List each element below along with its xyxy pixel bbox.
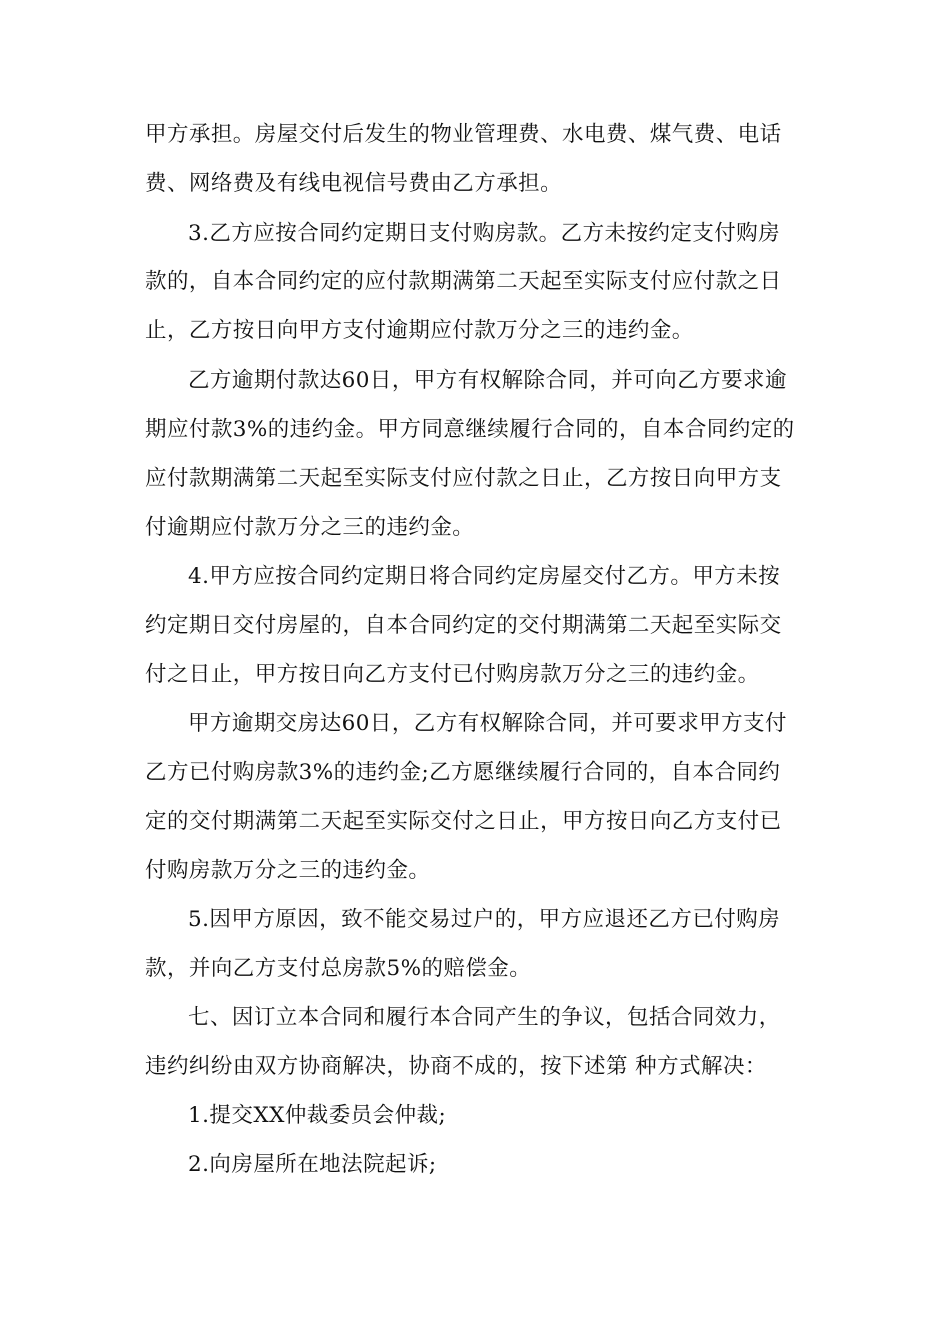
text-line: 费、网络费及有线电视信号费由乙方承担。 bbox=[145, 171, 563, 196]
text-line: 5.因甲方原因，致不能交易过户的，甲方应退还乙方已付购房 bbox=[188, 907, 781, 932]
text-line: 付购房款万分之三的违约金。 bbox=[145, 858, 431, 883]
text-line: 付逾期应付款万分之三的违约金。 bbox=[145, 515, 475, 540]
text-line: 4.甲方应按合同约定期日将合同约定房屋交付乙方。甲方未按 bbox=[188, 564, 781, 589]
text-line: 止，乙方按日向甲方支付逾期应付款万分之三的违约金。 bbox=[145, 318, 694, 343]
text-line: 违约纠纷由双方协商解决，协商不成的，按下述第 种方式解决： bbox=[145, 1054, 767, 1079]
text-line: 付之日止，甲方按日向乙方支付已付购房款万分之三的违约金。 bbox=[145, 662, 760, 687]
text-line: 甲方承担。房屋交付后发生的物业管理费、水电费、煤气费、电话 bbox=[145, 122, 782, 147]
text-line: 3.乙方应按合同约定期日支付购房款。乙方未按约定支付购房 bbox=[188, 221, 781, 246]
text-line: 约定期日交付房屋的，自本合同约定的交付期满第二天起至实际交 bbox=[145, 613, 782, 638]
text-line: 期应付款3%的违约金。甲方同意继续履行合同的，自本合同约定的 bbox=[145, 417, 795, 442]
text-line: 款的，自本合同约定的应付款期满第二天起至实际支付应付款之日 bbox=[145, 269, 782, 294]
text-line: 乙方逾期付款达60日，甲方有权解除合同，并可向乙方要求逾 bbox=[188, 368, 787, 393]
text-line: 2.向房屋所在地法院起诉; bbox=[188, 1152, 437, 1177]
text-line: 乙方已付购房款3%的违约金;乙方愿继续履行合同的，自本合同约 bbox=[145, 760, 781, 785]
text-line: 1.提交XX仲裁委员会仲裁; bbox=[188, 1103, 447, 1128]
text-line: 甲方逾期交房达60日，乙方有权解除合同，并可要求甲方支付 bbox=[188, 711, 787, 736]
text-line: 应付款期满第二天起至实际支付应付款之日止，乙方按日向甲方支 bbox=[145, 466, 782, 491]
text-line: 定的交付期满第二天起至实际交付之日止，甲方按日向乙方支付已 bbox=[145, 809, 782, 834]
text-line: 七、因订立本合同和履行本合同产生的争议，包括合同效力， bbox=[188, 1005, 781, 1030]
text-line: 款，并向乙方支付总房款5%的赔偿金。 bbox=[145, 956, 532, 981]
